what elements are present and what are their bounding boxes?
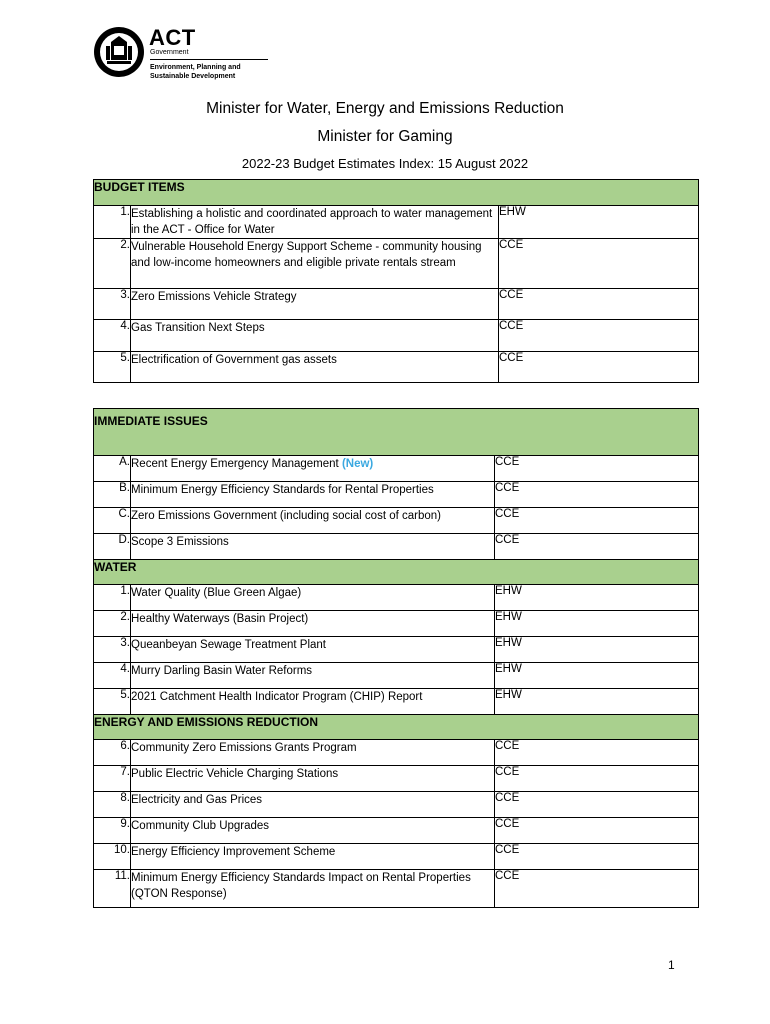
row-number: 1. (94, 585, 131, 611)
table-row (94, 482, 699, 508)
index-subtitle: 2022-23 Budget Estimates Index: 15 August 2022 (241, 156, 529, 171)
table-row (94, 689, 699, 715)
row-code: CCE (495, 766, 699, 792)
minister-gaming-title: Minister for Gaming (317, 128, 453, 145)
row-title: Gas Transition Next Steps (131, 320, 499, 352)
row-code: CCE (499, 320, 699, 352)
row-code: EHW (495, 689, 699, 715)
table-row (94, 206, 699, 239)
water-heading: WATER (94, 560, 699, 585)
row-number: 7. (94, 766, 131, 792)
row-number: A. (94, 456, 131, 482)
logo-government: Government (150, 49, 189, 56)
row-number: 10. (94, 844, 131, 870)
row-title: Minimum Energy Efficiency Standards for Rental Properties (131, 482, 495, 508)
row-code: CCE (495, 870, 699, 908)
logo-directorate: Environment, Planning and Sustainable Development (150, 64, 241, 80)
row-title: Water Quality (Blue Green Algae) (131, 585, 495, 611)
table-row (94, 611, 699, 637)
budget-items-table (93, 179, 699, 383)
row-code: EHW (499, 206, 699, 239)
row-code: CCE (495, 818, 699, 844)
row-number: B. (94, 482, 131, 508)
row-title: Electricity and Gas Prices (131, 792, 495, 818)
row-number: 3. (94, 289, 131, 320)
row-number: 11. (94, 870, 131, 908)
table-row (94, 534, 699, 560)
row-number: 9. (94, 818, 131, 844)
row-code: CCE (495, 482, 699, 508)
row-title: Vulnerable Household Energy Support Scheme - community housing and low-income homeowners and eligible private rentals stream (131, 239, 499, 289)
row-number: 1. (94, 206, 131, 239)
row-number: 5. (94, 689, 131, 715)
row-number: 2. (94, 611, 131, 637)
row-title: Electrification of Government gas assets (131, 352, 499, 383)
row-number: 2. (94, 239, 131, 289)
row-code: CCE (495, 844, 699, 870)
row-title: Community Zero Emissions Grants Program (131, 740, 495, 766)
row-number: 8. (94, 792, 131, 818)
row-code: CCE (495, 792, 699, 818)
row-title: Healthy Waterways (Basin Project) (131, 611, 495, 637)
table-row (94, 766, 699, 792)
issues-table (93, 408, 699, 908)
row-code: CCE (495, 740, 699, 766)
row-title: 2021 Catchment Health Indicator Program (CHIP) Report (131, 689, 495, 715)
row-code: CCE (499, 239, 699, 289)
table-row (94, 792, 699, 818)
table-row (94, 456, 699, 482)
coat-of-arms-icon (93, 26, 145, 78)
table-row (94, 239, 699, 289)
row-title: Minimum Energy Efficiency Standards Impact on Rental Properties (QTON Response) (131, 870, 495, 908)
row-code: CCE (499, 289, 699, 320)
table-row (94, 844, 699, 870)
new-badge: (New) (341, 458, 374, 470)
table-row (94, 508, 699, 534)
row-code: EHW (495, 637, 699, 663)
row-code: EHW (495, 585, 699, 611)
row-number: 4. (94, 320, 131, 352)
logo-wordmark: ACT (149, 25, 196, 50)
row-number: 6. (94, 740, 131, 766)
row-title: Zero Emissions Vehicle Strategy (131, 289, 499, 320)
row-number: D. (94, 534, 131, 560)
row-number: 4. (94, 663, 131, 689)
page-number: 1 (668, 958, 675, 972)
table-row (94, 740, 699, 766)
energy-heading: ENERGY AND EMISSIONS REDUCTION (94, 715, 699, 740)
row-title: Community Club Upgrades (131, 818, 495, 844)
row-code: CCE (495, 508, 699, 534)
row-number: C. (94, 508, 131, 534)
table-row (94, 870, 699, 908)
minister-title: Minister for Water, Energy and Emissions Reduction (206, 100, 564, 117)
row-title: Murry Darling Basin Water Reforms (131, 663, 495, 689)
row-number: 3. (94, 637, 131, 663)
table-row (94, 585, 699, 611)
row-title: Energy Efficiency Improvement Scheme (131, 844, 495, 870)
table-row (94, 637, 699, 663)
row-code: CCE (495, 456, 699, 482)
logo-divider (150, 59, 268, 60)
table-row (94, 289, 699, 320)
immediate-issues-heading: IMMEDIATE ISSUES (94, 409, 699, 456)
row-number: 5. (94, 352, 131, 383)
row-code: EHW (495, 663, 699, 689)
table-row (94, 352, 699, 383)
act-government-logo (93, 26, 268, 88)
row-title: Queanbeyan Sewage Treatment Plant (131, 637, 495, 663)
table-row (94, 663, 699, 689)
budget-items-heading: BUDGET ITEMS (94, 180, 699, 206)
row-code: EHW (495, 611, 699, 637)
row-title: Establishing a holistic and coordinated approach to water management in the ACT - Office for Water (131, 206, 499, 239)
table-row (94, 320, 699, 352)
row-code: CCE (499, 352, 699, 383)
row-title: Zero Emissions Government (including social cost of carbon) (131, 508, 495, 534)
table-row (94, 818, 699, 844)
row-title-text: Recent Energy Emergency Management (131, 458, 339, 470)
row-code: CCE (495, 534, 699, 560)
row-title (131, 456, 495, 482)
row-title: Scope 3 Emissions (131, 534, 495, 560)
row-title: Public Electric Vehicle Charging Stations (131, 766, 495, 792)
